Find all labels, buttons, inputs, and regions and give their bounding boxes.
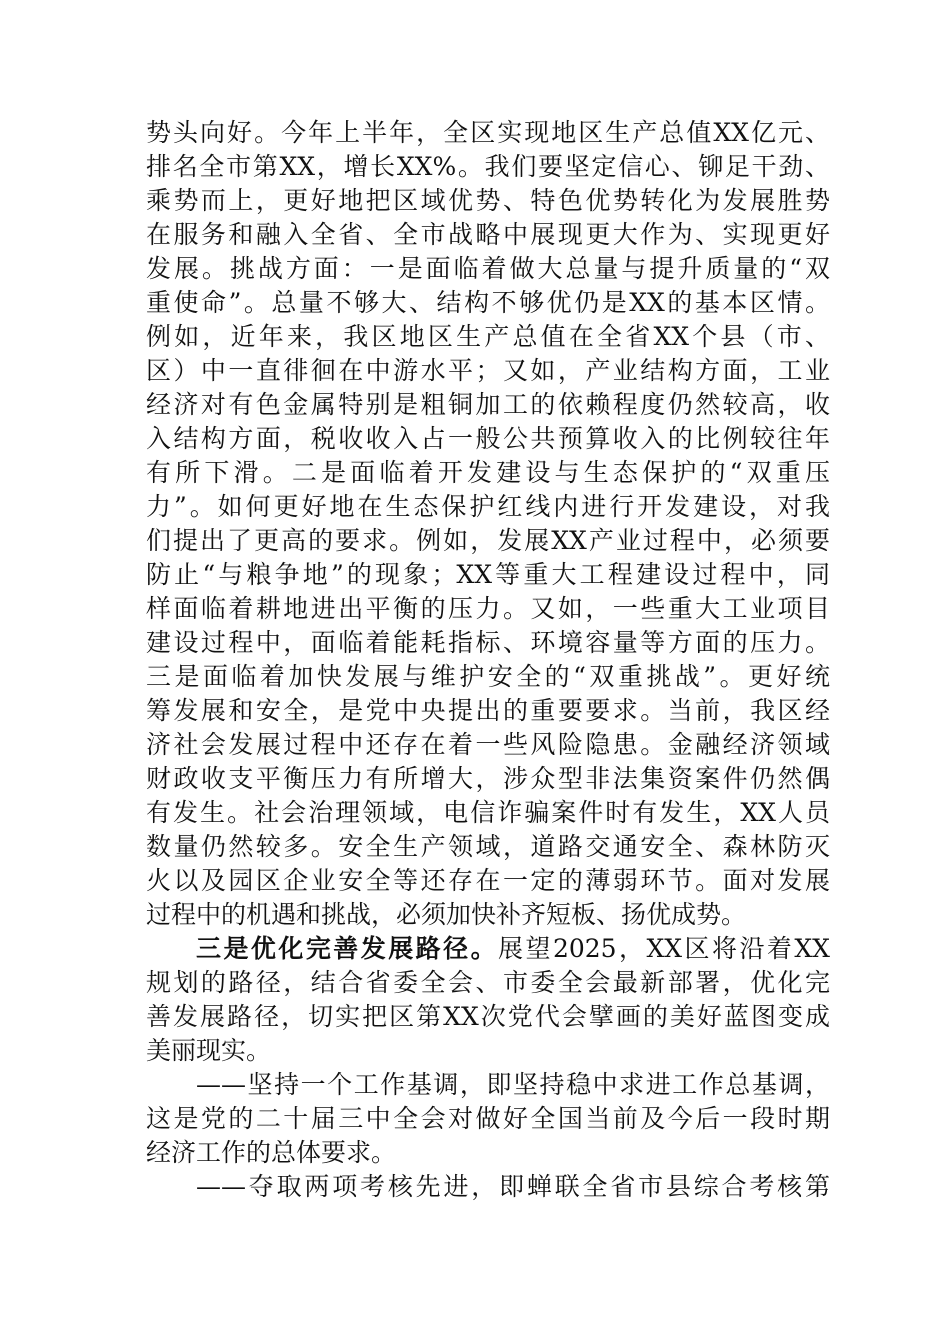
text-line: 济社会发展过程中还存在着一些风险隐患。金融经济领域	[146, 730, 830, 759]
text-line: 排名全市第XX，增长XX%。我们要坚定信心、铆足干劲、	[146, 152, 830, 181]
text-line: 防止“与粮争地”的现象；XX等重大工程建设过程中，同	[146, 560, 830, 589]
text-line: 建设过程中，面临着能耗指标、环境容量等方面的压力。	[146, 628, 830, 657]
text-line: 过程中的机遇和挑战，必须加快补齐短板、扬优成势。	[146, 900, 747, 929]
text-line: 经济工作的总体要求。	[146, 1138, 397, 1167]
text-line: 势头向好。今年上半年，全区实现地区生产总值XX亿元、	[146, 118, 830, 147]
section-3-heading: 三是优化完善发展路径。	[196, 934, 499, 963]
text-line: 们提出了更高的要求。例如，发展XX产业过程中，必须要	[146, 526, 830, 555]
item-1-paragraph	[146, 1068, 830, 1170]
item-2-first-line: ——夺取两项考核先进，即蝉联全省市县综合考核第	[196, 1172, 830, 1201]
text-line: 美丽现实。	[146, 1036, 272, 1065]
text-line: 这是党的二十届三中全会对做好全国当前及今后一段时期	[146, 1104, 830, 1133]
text-line: 在服务和融入全省、全市战略中展现更大作为、实现更好	[146, 220, 830, 249]
item-1-first-line: ——坚持一个工作基调，即坚持稳中求进工作总基调，	[196, 1070, 830, 1099]
text-line: 力”。如何更好地在生态保护红线内进行开发建设，对我	[146, 492, 830, 521]
document-body	[146, 116, 830, 1204]
text-line: 有发生。社会治理领域，电信诈骗案件时有发生，XX人员	[146, 798, 830, 827]
text-line: 重使命”。总量不够大、结构不够优仍是XX的基本区情。	[146, 288, 830, 317]
section-3-paragraph	[146, 932, 830, 1068]
text-line: 样面临着耕地进出平衡的压力。又如，一些重大工业项目	[146, 594, 830, 623]
text-line: 经济对有色金属特别是粗铜加工的依赖程度仍然较高，收	[146, 390, 830, 419]
text-line: 发展。挑战方面：一是面临着做大总量与提升质量的“双	[146, 254, 830, 283]
text-line: 入结构方面，税收收入占一般公共预算收入的比例较往年	[146, 424, 830, 453]
text-line: 有所下滑。二是面临着开发建设与生态保护的“双重压	[146, 458, 830, 487]
text-line: 规划的路径，结合省委全会、市委全会最新部署，优化完	[146, 968, 830, 997]
text-line: 筹发展和安全，是党中央提出的重要要求。当前，我区经	[146, 696, 830, 725]
text-line: 数量仍然较多。安全生产领域，道路交通安全、森林防灭	[146, 832, 830, 861]
challenges-paragraph	[146, 116, 830, 932]
text-line: 例如，近年来，我区地区生产总值在全省XX个县（市、	[146, 322, 830, 351]
text-line: 善发展路径，切实把区第XX次党代会擘画的美好蓝图变成	[146, 1002, 830, 1031]
section-3-first-line	[146, 932, 830, 966]
item-2-paragraph	[146, 1170, 830, 1204]
section-3-first-line-text: 展望2025，XX区将沿着XX	[498, 934, 830, 963]
text-line: 区）中一直徘徊在中游水平；又如，产业结构方面，工业	[146, 356, 830, 385]
text-line: 三是面临着加快发展与维护安全的“双重挑战”。更好统	[146, 662, 830, 691]
text-line: 财政收支平衡压力有所增大，涉众型非法集资案件仍然偶	[146, 764, 830, 793]
text-line: 火以及园区企业安全等还存在一定的薄弱环节。面对发展	[146, 866, 830, 895]
text-line: 乘势而上，更好地把区域优势、特色优势转化为发展胜势	[146, 186, 830, 215]
